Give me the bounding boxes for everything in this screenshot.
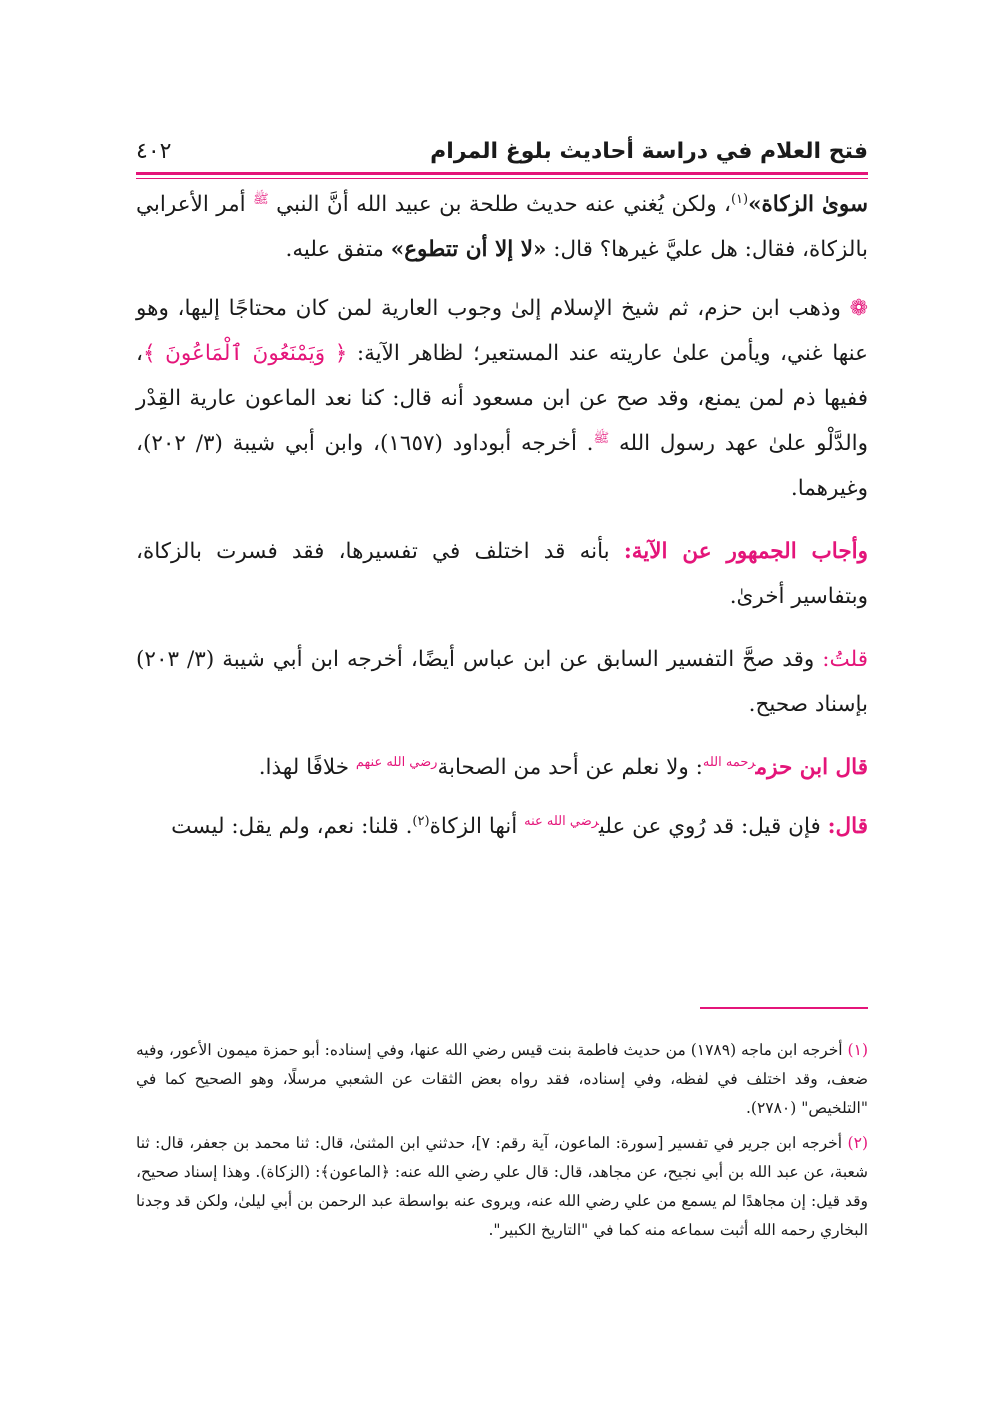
paragraph-text: . قلنا: نعم، ولم يقل: ليست	[171, 814, 413, 839]
footnote-number: (٢)	[847, 1134, 868, 1152]
paragraph-6	[136, 804, 868, 849]
paragraph-3	[136, 529, 868, 619]
paragraph-text: وذهب ابن حزم، ثم شيخ الإسلام إلىٰ وجوب العارية لمن كان محتاجًا إليها، وهو عنها غني، ويأمن علىٰ عاريته عند المستعير؛ لظاهر الآية:	[136, 296, 868, 366]
bold-lead: سوىٰ الزكاة»	[748, 192, 868, 217]
honorific-glyph: رضي الله عنهم	[355, 754, 438, 770]
paragraph-text: خلافًا لهذا.	[258, 755, 356, 780]
book-page	[136, 0, 868, 1418]
section-lead: قلتُ:	[822, 647, 869, 672]
page-header	[136, 128, 868, 174]
paragraph-text: . أخرجه أبوداود (١٦٥٧)، وابن أبي شيبة (٣/ ٢٠٢)، وغيرهما.	[136, 431, 868, 501]
footnote-2	[136, 1129, 868, 1245]
footnote-number: (١)	[847, 1041, 868, 1059]
section-lead: وأجاب الجمهور عن الآية:	[623, 539, 868, 564]
quran-verse: ﴿ وَيَمْنَعُونَ ٱلْمَاعُونَ ﴾	[142, 341, 348, 366]
paragraph-text: بأنه قد اختلف في تفسيرها، فقد فسرت بالزكاة، وبتفاسير أخرىٰ.	[136, 539, 868, 609]
running-title: فتح العلام في دراسة أحاديث بلوغ المرام	[430, 138, 868, 164]
salutation-glyph: ﷺ	[593, 430, 610, 446]
paragraph-4	[136, 637, 868, 727]
page-number: ٤٠٢	[136, 138, 172, 164]
honorific-glyph: رحمه الله	[702, 754, 756, 770]
section-lead: قال ابن حزم	[755, 755, 868, 780]
paragraph-1	[136, 182, 868, 272]
footnote-text: أخرجه ابن ماجه (١٧٨٩) من حديث فاطمة بنت قيس رضي الله عنها، وفي إسناده: أبو حمزة ميمون الأعور، وفيه ضعف، وقد اختلف في لفظه، وفي إسناده، فقد رواه بعض الثقات عن الشعبي مرسلًا، وهو الصحيح كما في "التلخيص" (٢٧٨٠).	[136, 1041, 868, 1117]
paragraph-text: وقد صحَّ التفسير السابق عن ابن عباس أيضًا، أخرجه ابن أبي شيبة (٣/ ٢٠٣) بإسناد صحيح.	[136, 647, 868, 717]
paragraph-text: أمر الأعرابي بالزكاة، فقال: هل عليَّ غيرها؟ قال:	[136, 192, 868, 262]
footnotes	[136, 1036, 868, 1251]
footnote-ref-2[interactable]: (٢)	[412, 813, 430, 829]
hadith-quote: «لا إلا أن تتطوع»	[390, 237, 547, 262]
footnote-separator	[700, 1007, 868, 1009]
paragraph-text: متفق عليه.	[285, 237, 391, 262]
paragraph-text: أنها الزكاة	[429, 814, 525, 839]
honorific-glyph: رضي الله عنه	[524, 813, 599, 829]
header-rule	[136, 172, 868, 179]
paragraph-text: : ولا نعلم عن أحد من الصحابة	[437, 755, 703, 780]
paragraph-2	[136, 286, 868, 511]
footnote-1	[136, 1036, 868, 1123]
footnote-text: أخرجه ابن جرير في تفسير [سورة: الماعون، آية رقم: ٧]، حدثني ابن المثنىٰ، قال: ثنا محمد بن جعفر، قال: ثنا شعبة، عن عبد الله بن أبي نجيح، عن مجاهد، قال: قال علي رضي الله عنه: ﴿الماعون﴾: (الزكاة). وهذا إسناد صحيح، وقد قيل: إن مجاهدًا لم يسمع من علي رضي الله عنه، ويروى عنه بواسطة عبد الرحمن بن أبي ليلىٰ، ولكن قد وجدنا البخاري رحمه الله أثبت سماعه منه كما في "التاريخ الكبير".	[136, 1134, 868, 1239]
section-lead: قال:	[827, 814, 868, 839]
paragraph-text: ، ففيها ذم لمن يمنع، وقد صح عن ابن مسعود أنه قال: كنا نعد الماعون عارية القِدْر والدَّلْو علىٰ عهد رسول الله	[136, 341, 868, 456]
paragraph-text: فإن قيل: قد رُوي عن علي	[598, 814, 828, 839]
salutation-glyph: ﷺ	[252, 191, 269, 207]
flower-ornament-icon: ❁	[849, 296, 868, 321]
paragraph-5	[136, 745, 868, 790]
footnote-ref-1[interactable]: (١)	[730, 191, 749, 207]
main-text	[136, 182, 868, 867]
paragraph-text: ، ولكن يُغني عنه حديث طلحة بن عبيد الله أنَّ النبي	[268, 192, 731, 217]
